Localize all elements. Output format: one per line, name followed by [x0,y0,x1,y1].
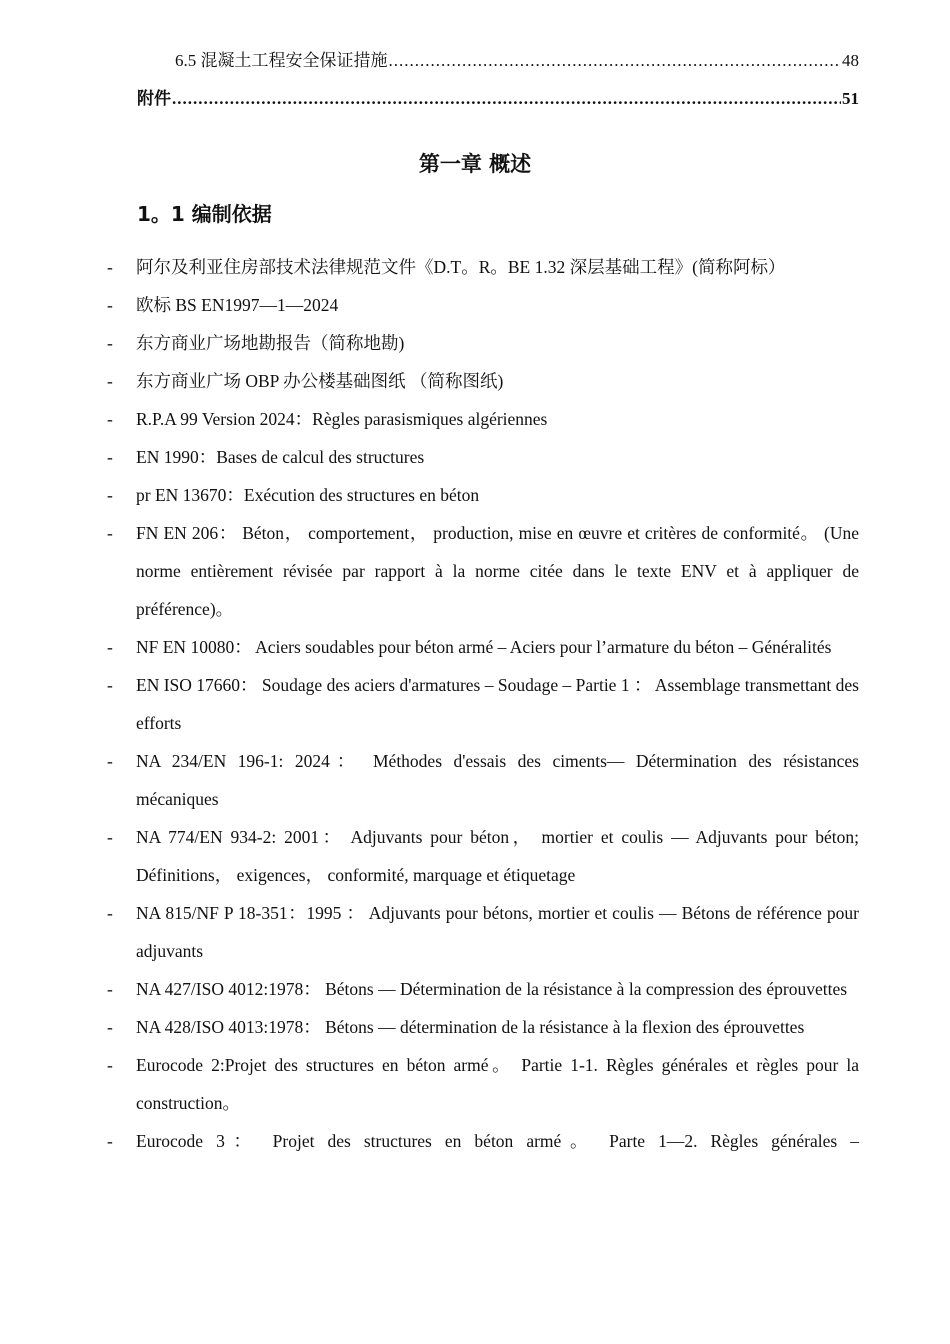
toc-entry-page: 48 [842,51,859,70]
reference-item [0,742,859,818]
list-bullet: - [107,333,113,353]
list-bullet: - [107,523,113,543]
reference-text: NF EN 10080： Aciers soudables pour béton armé – Aciers pour l’armature du béton – Généralités [136,637,832,657]
list-bullet: - [107,409,113,429]
reference-list [0,248,950,1160]
list-bullet: - [107,827,113,847]
reference-text: Eurocode 3： Projet des structures en béton armé。 Parte 1—2. Règles générales – [136,1131,859,1151]
reference-item [0,894,859,970]
reference-item [0,628,859,666]
list-bullet: - [107,371,113,391]
reference-item [0,514,859,628]
reference-text: FN EN 206： Béton， comportement， production, mise en œuvre et critères de conformité。 (Une norme entièrement révisée par rapport à la norme citée dans le texte ENV et à appliquer de préférence)。 [136,523,859,619]
reference-text: 阿尔及利亚住房部技术法律规范文件《D.T。R。BE 1.32 深层基础工程》(简称阿标） [136,257,786,277]
toc-entry-6-5[interactable] [175,50,859,72]
section-title: 1。1 编制依据 [137,202,272,226]
reference-item [0,1122,859,1160]
reference-text: EN 1990：Bases de calcul des structures [136,447,425,467]
list-bullet: - [107,295,113,315]
list-bullet: - [107,903,113,923]
toc-dot-leader [172,88,841,110]
toc-entry-label: 附件 [137,89,171,108]
reference-text: 东方商业广场 OBP 办公楼基础图纸 （简称图纸) [136,371,504,391]
reference-text: Eurocode 2:Projet des structures en béton armé。 Partie 1-1. Règles générales et règles pour la construction。 [136,1055,859,1113]
reference-text: EN ISO 17660： Soudage des aciers d'armatures – Soudage – Partie 1 ： Assemblage transmettant des efforts [136,675,859,733]
toc-entry-page: 51 [842,89,859,108]
toc-dot-leader [389,50,842,72]
chapter-title: 第一章 概述 [418,152,532,176]
list-bullet: - [107,447,113,467]
list-bullet: - [107,1017,113,1037]
list-bullet: - [107,675,113,695]
list-bullet: - [107,485,113,505]
reference-item [0,400,859,438]
list-bullet: - [107,751,113,771]
list-bullet: - [107,257,113,277]
reference-item [0,1008,859,1046]
toc-entry-label: 6.5 混凝土工程安全保证措施 [175,51,388,70]
reference-item [0,476,859,514]
list-bullet: - [107,1055,113,1075]
reference-text: NA 427/ISO 4012:1978： Bétons — Détermination de la résistance à la compression des éprouvettes [136,979,848,999]
reference-text: 欧标 BS EN1997—1—2024 [136,295,339,315]
reference-item [0,362,859,400]
list-bullet: - [107,637,113,657]
list-bullet: - [107,1131,113,1151]
reference-text: 东方商业广场地勘报告（简称地勘) [136,333,405,353]
reference-item [0,970,859,1008]
reference-text: R.P.A 99 Version 2024：Règles parasismiques algériennes [136,409,548,429]
reference-text: NA 774/EN 934-2: 2001： Adjuvants pour béton， mortier et coulis — Adjuvants pour béton; Définitions， exigences， conformité, marquage et étiquetage [136,827,859,885]
reference-item [0,666,859,742]
toc-entry-appendix[interactable] [137,88,859,110]
reference-item [0,248,859,286]
reference-text: pr EN 13670：Exécution des structures en béton [136,485,480,505]
list-bullet: - [107,979,113,999]
reference-item [0,286,859,324]
reference-text: NA 815/NF P 18-351：1995 ： Adjuvants pour bétons, mortier et coulis — Bétons de référence pour adjuvants [136,903,859,961]
reference-text: NA 234/EN 196-1: 2024： Méthodes d'essais des ciments— Détermination des résistances mécaniques [136,751,859,809]
reference-text: NA 428/ISO 4013:1978： Bétons — détermination de la résistance à la flexion des éprouvettes [136,1017,805,1037]
reference-item [0,324,859,362]
reference-item [0,1046,859,1122]
reference-item [0,438,859,476]
reference-item [0,818,859,894]
